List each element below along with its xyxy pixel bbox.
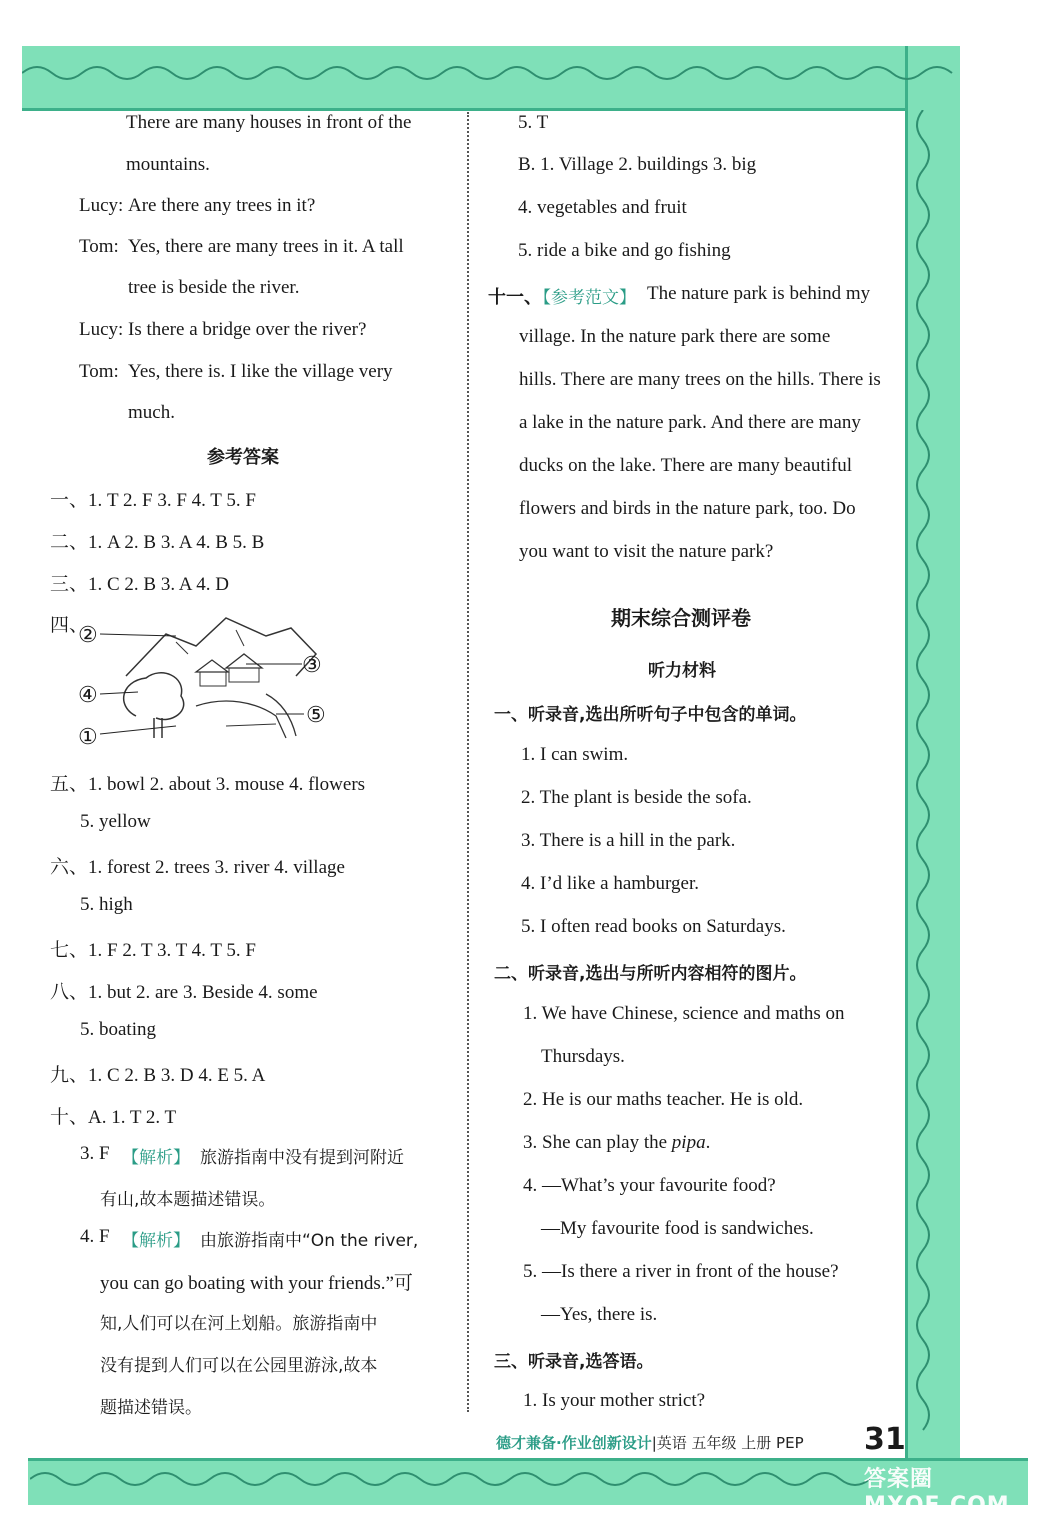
- essay-line: The nature park is behind my: [647, 283, 871, 304]
- dialogue-line: tree is beside the river.: [128, 277, 300, 298]
- essay-line: a lake in the nature park. And there are many: [519, 412, 861, 433]
- listening-item: 1. I can swim.: [521, 744, 629, 765]
- answer-row: 十、A. 1. T 2. T: [50, 1107, 177, 1128]
- watermark: 答案圈 MXQE.COM: [864, 1467, 1010, 1518]
- analysis-text: 没有提到人们可以在公园里游泳,故本: [100, 1356, 378, 1376]
- callout-3: ③: [302, 652, 322, 677]
- answer-row: 七、1. F 2. T 3. T 4. T 5. F: [50, 940, 256, 961]
- footer-info: |英语 五年级 上册 PEP: [651, 1434, 804, 1452]
- listening-item: Thursdays.: [541, 1046, 625, 1067]
- answer-row: 5. high: [80, 894, 133, 915]
- dialogue-line: Yes, there are many trees in it. A tall: [128, 236, 404, 257]
- callout-1: ①: [78, 724, 98, 749]
- page-footer: [496, 1432, 804, 1453]
- answer-row: 5. boating: [80, 1019, 156, 1040]
- page-number: 31: [864, 1422, 906, 1457]
- analysis-label: 【解析】: [122, 1231, 190, 1251]
- listening-title: 听力材料: [648, 661, 716, 681]
- dialogue-line: Is there a bridge over the river?: [128, 319, 367, 340]
- dialogue-line: mountains.: [126, 154, 210, 175]
- answer-row: 八、1. but 2. are 3. Beside 4. some: [50, 982, 318, 1003]
- analysis-text: 旅游指南中没有提到河附近: [200, 1148, 404, 1168]
- dialogue-speaker: Lucy:: [79, 195, 124, 216]
- wave-ornament-bottom: [30, 1466, 870, 1492]
- callout-2: ②: [78, 622, 98, 647]
- section-heading: 二、听录音,选出与所听内容相符的图片。: [494, 964, 807, 984]
- listening-item: 3. There is a hill in the park.: [521, 830, 736, 851]
- wave-ornament-right: [908, 110, 938, 1450]
- listening-item: 4. I’d like a hamburger.: [521, 873, 699, 894]
- answer-row: 5. T: [518, 112, 549, 133]
- answer-row: 5. ride a bike and go fishing: [518, 240, 731, 261]
- dialogue-line: Yes, there is. I like the village very: [128, 361, 393, 382]
- listening-item-period: .: [705, 1132, 711, 1153]
- dialogue-speaker: Tom:: [79, 236, 119, 257]
- listening-item: [523, 1132, 710, 1154]
- answer-row: 一、1. T 2. F 3. F 4. T 5. F: [50, 490, 256, 511]
- callout-5: ⑤: [306, 702, 326, 727]
- listening-item: —Yes, there is.: [541, 1304, 658, 1325]
- dialogue-speaker: Lucy:: [79, 319, 124, 340]
- answer-row: 九、1. C 2. B 3. D 4. E 5. A: [50, 1065, 266, 1086]
- essay-line: you want to visit the nature park?: [519, 541, 774, 562]
- essay-line: flowers and birds in the nature park, too. Do: [519, 498, 856, 519]
- dialogue-line: There are many houses in front of the: [126, 112, 412, 133]
- footer-brand: 德才兼备·作业创新设计: [496, 1434, 652, 1452]
- answer-row: 4. vegetables and fruit: [518, 197, 687, 218]
- analysis-text: you can go boating with your friends.”可: [100, 1273, 413, 1294]
- essay-line: hills. There are many trees on the hills. There is: [519, 369, 881, 390]
- dialogue-line: Are there any trees in it?: [128, 195, 316, 216]
- village-illustration: [76, 606, 338, 746]
- listening-item: 1. We have Chinese, science and maths on: [523, 1003, 845, 1024]
- essay-line: ducks on the lake. There are many beautiful: [519, 455, 853, 476]
- listening-item-text: 3. She can play the: [523, 1132, 672, 1153]
- essay-section-number: 十一、: [488, 287, 542, 308]
- answer-row: 二、1. A 2. B 3. A 4. B 5. B: [50, 532, 265, 553]
- exam-title: 期末综合测评卷: [611, 606, 751, 630]
- listening-item: —My favourite food is sandwiches.: [541, 1218, 814, 1239]
- section-heading: 一、听录音,选出所听句子中包含的单词。: [494, 705, 807, 725]
- analysis-label: 【解析】: [122, 1148, 190, 1168]
- analysis-text: 有山,故本题描述错误。: [100, 1190, 276, 1210]
- dialogue-speaker: Tom:: [79, 361, 119, 382]
- section-heading: 三、听录音,选答语。: [494, 1352, 654, 1372]
- essay-label: 【参考范文】: [534, 288, 636, 308]
- callout-4: ④: [78, 682, 98, 707]
- listening-item: 5. I often read books on Saturdays.: [521, 916, 786, 937]
- answer-row: 六、1. forest 2. trees 3. river 4. village: [50, 857, 345, 878]
- answer-row: 四、: [50, 615, 89, 636]
- listening-item: 2. The plant is beside the sofa.: [521, 787, 752, 808]
- answer-row: 五、1. bowl 2. about 3. mouse 4. flowers: [50, 774, 366, 795]
- dialogue-line: much.: [128, 402, 175, 423]
- essay-line: village. In the nature park there are some: [519, 326, 831, 347]
- column-divider: [467, 112, 469, 1412]
- answer-row: 三、1. C 2. B 3. A 4. D: [50, 574, 229, 595]
- listening-item: 2. He is our maths teacher. He is old.: [523, 1089, 804, 1110]
- listening-item: 4. —What’s your favourite food?: [523, 1175, 776, 1196]
- answer-row: B. 1. Village 2. buildings 3. big: [518, 154, 757, 175]
- wave-ornament-top: [22, 58, 957, 88]
- listening-item: 1. Is your mother strict?: [523, 1390, 706, 1411]
- answer-item-4: 4. F: [80, 1226, 110, 1247]
- listening-item: 5. —Is there a river in front of the house?: [523, 1261, 839, 1282]
- italic-word: pipa: [671, 1132, 706, 1153]
- analysis-text: 题描述错误。: [100, 1398, 202, 1418]
- answers-heading: 参考答案: [207, 447, 279, 468]
- analysis-text: 由旅游指南中“On the river,: [200, 1231, 419, 1251]
- answer-item-3: 3. F: [80, 1143, 110, 1164]
- answer-row: 5. yellow: [80, 811, 151, 832]
- analysis-text: 知,人们可以在河上划船。旅游指南中: [100, 1314, 378, 1334]
